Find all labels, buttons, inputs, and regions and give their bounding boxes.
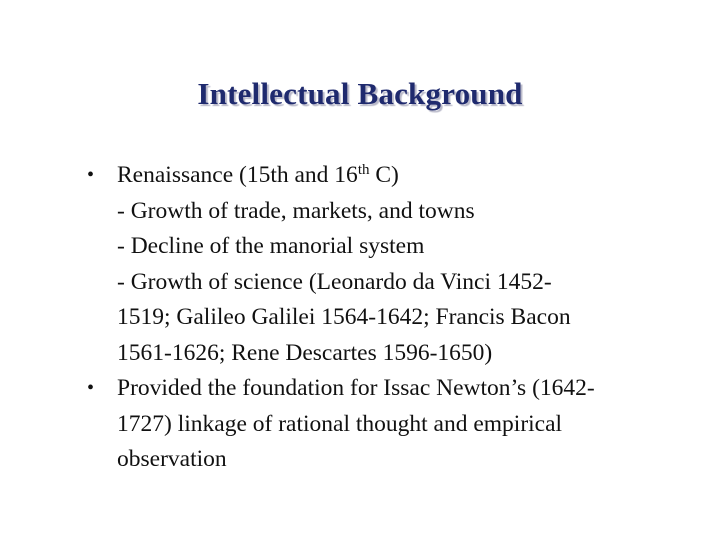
sub-item-science-3: 1561-1626; Rene Descartes 1596-1650) — [117, 339, 493, 366]
sub-item-trade: - Growth of trade, markets, and towns — [117, 197, 475, 224]
bullet-renaissance — [87, 158, 657, 371]
sub-item-science-1: - Growth of science (Leonardo da Vinci 1452- — [117, 268, 552, 295]
sub-item-manorial: - Decline of the manorial system — [117, 233, 425, 259]
bullet-newton — [87, 371, 657, 478]
slide-body — [87, 158, 657, 478]
bullet-heading — [117, 158, 657, 194]
bullet-marker: • — [87, 164, 95, 186]
bullet-heading-text: Renaissance (15th and 16 — [117, 162, 358, 188]
slide-title: Intellectual Background — [197, 76, 523, 111]
newton-line-2: 1727) linkage of rational thought and empirical — [117, 410, 563, 437]
superscript-th: th — [357, 162, 370, 178]
newton-line-3: observation — [117, 446, 227, 472]
newton-line-1: Provided the foundation for Issac Newton’s (1642- — [117, 375, 595, 401]
sub-item-science-2: 1519; Galileo Galilei 1564-1642; Francis Bacon — [117, 304, 571, 330]
bullet-heading-tail: C) — [369, 162, 399, 188]
bullet-marker: • — [87, 377, 95, 399]
